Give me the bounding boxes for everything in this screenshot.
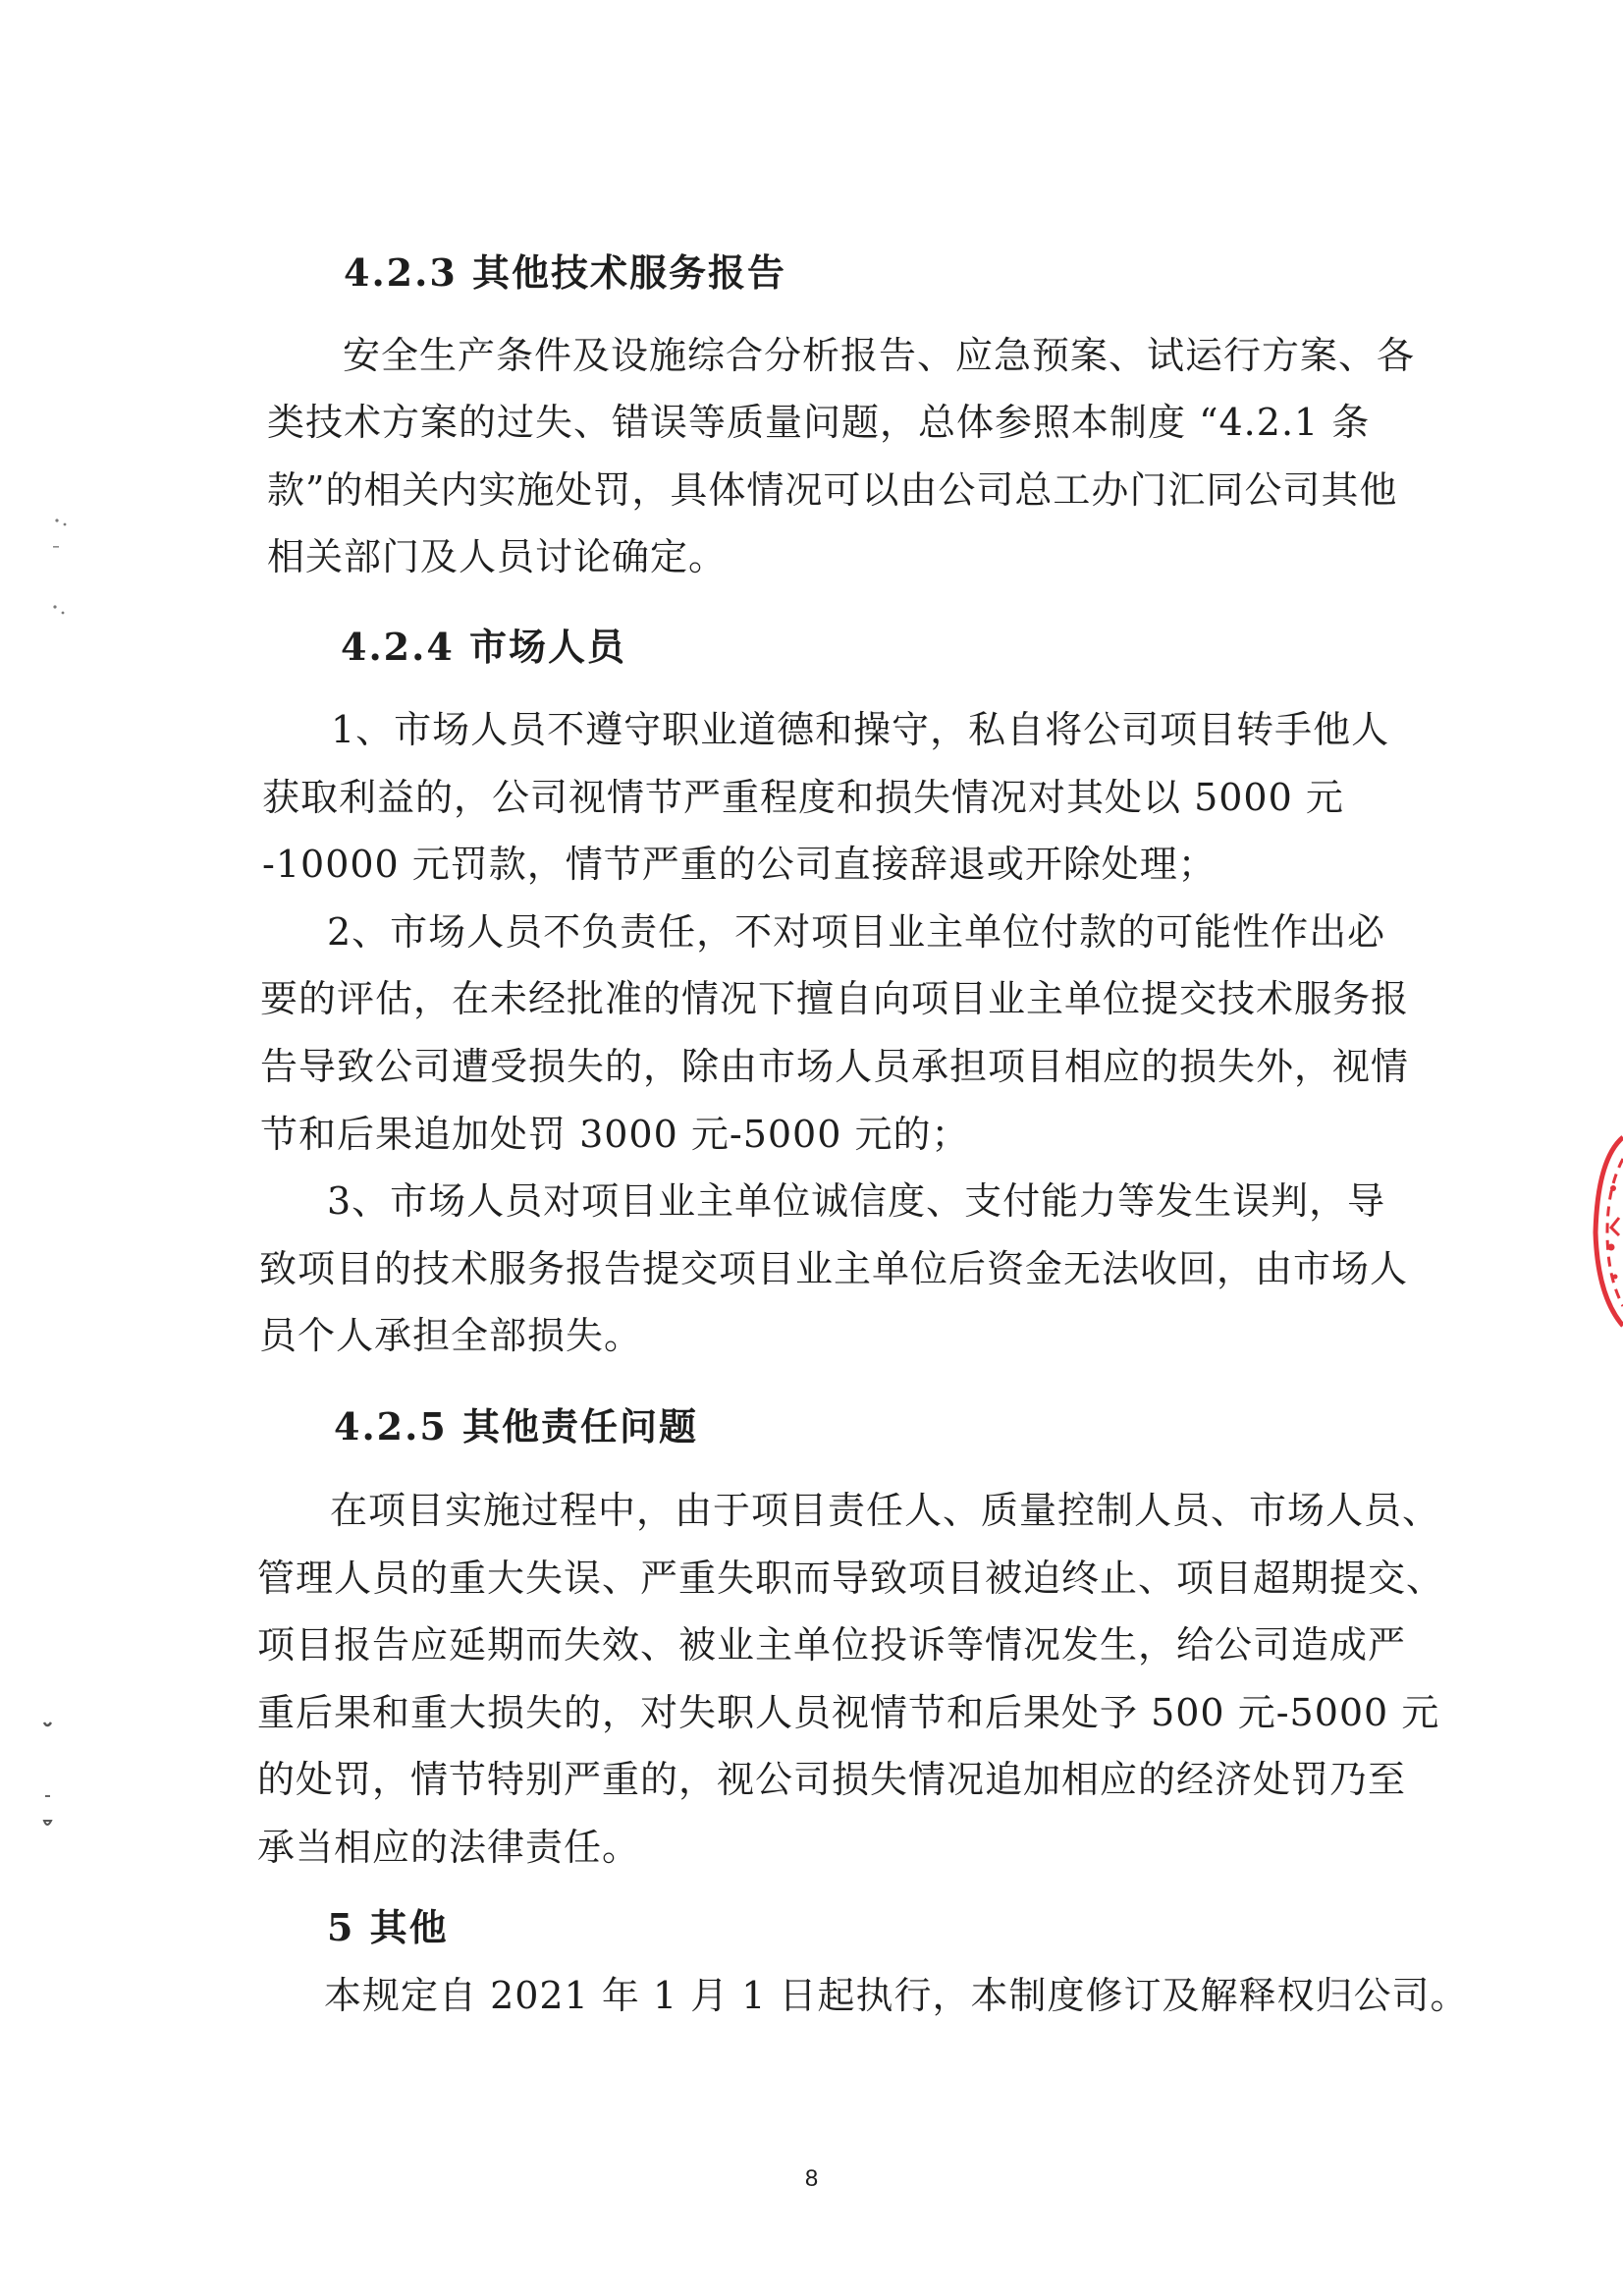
paragraph-line: 的处罚，情节特别严重的，视公司损失情况追加相应的经济处罚乃至 <box>257 1758 1407 1801</box>
section-heading-4-2-5: 4.2.5 其他责任问题 <box>334 1404 699 1449</box>
paragraph-line: 获取利益的，公司视情节严重程度和损失情况对其处以 5000 元 <box>262 776 1344 819</box>
paragraph-line: 员个人承担全部损失。 <box>259 1314 643 1357</box>
paragraph-line: 在项目实施过程中，由于项目责任人、质量控制人员、市场人员、 <box>330 1489 1441 1532</box>
paragraph-line: 本规定自 2021 年 1 月 1 日起执行，本制度修订及解释权归公司。 <box>324 1974 1469 2017</box>
paragraph-line: 款”的相关内实施处罚，具体情况可以由公司总工办门汇同公司其他 <box>267 468 1398 512</box>
company-seal-fragment <box>1590 1129 1623 1336</box>
paragraph-line: 2、市场人员不负责任，不对项目业主单位付款的可能性作出必 <box>327 910 1386 954</box>
paragraph-line: 安全生产条件及设施综合分析报告、应急预案、试运行方案、各 <box>343 334 1416 377</box>
paragraph-line: -10000 元罚款，情节严重的公司直接辞退或开除处理； <box>262 843 1217 886</box>
paragraph-line: 致项目的技术服务报告提交项目业主单位后资金无法收回，由市场人 <box>259 1247 1409 1290</box>
paragraph-line: 告导致公司遭受损失的，除由市场人员承担项目相应的损失外，视情 <box>260 1045 1410 1088</box>
paragraph-line: 承当相应的法律责任。 <box>257 1826 641 1869</box>
paragraph-line: 管理人员的重大失误、严重失职而导致项目被迫终止、项目超期提交、 <box>257 1557 1445 1600</box>
paragraph-line: 相关部门及人员讨论确定。 <box>267 535 728 578</box>
section-heading-4-2-4: 4.2.4 市场人员 <box>341 625 627 669</box>
scan-dust-marks-bottom <box>35 1717 75 1834</box>
section-heading-4-2-3: 4.2.3 其他技术服务报告 <box>344 250 787 295</box>
scan-dust-marks-top <box>39 511 88 629</box>
paragraph-line: 项目报告应延期而失效、被业主单位投诉等情况发生，给公司造成严 <box>257 1623 1407 1667</box>
paragraph-line: 1、市场人员不遵守职业道德和操守，私自将公司项目转手他人 <box>331 708 1390 751</box>
paragraph-line: 节和后果追加处罚 3000 元-5000 元的； <box>260 1113 970 1156</box>
paragraph-line: 重后果和重大损失的，对失职人员视情节和后果处予 500 元-5000 元 <box>257 1691 1440 1734</box>
paragraph-line: 要的评估，在未经批准的情况下擅自向项目业主单位提交技术服务报 <box>260 977 1410 1020</box>
paragraph-line: 3、市场人员对项目业主单位诚信度、支付能力等发生误判，导 <box>327 1179 1386 1223</box>
paragraph-line: 类技术方案的过失、错误等质量问题，总体参照本制度 “4.2.1 条 <box>267 401 1371 444</box>
page-number: 8 <box>804 2165 819 2192</box>
section-heading-5: 5 其他 <box>327 1905 449 1949</box>
